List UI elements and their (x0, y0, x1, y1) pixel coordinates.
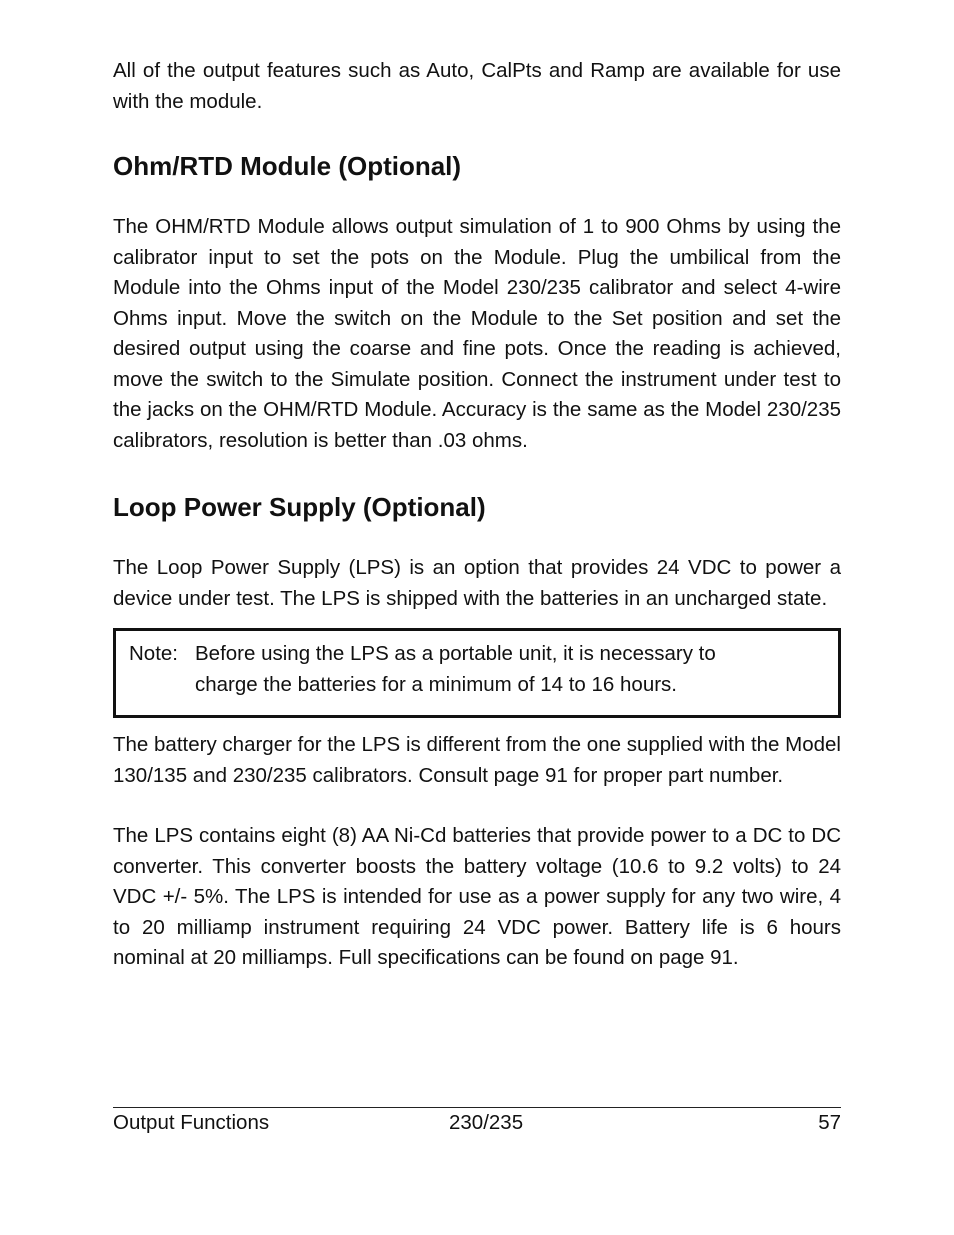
note-label: Note: (129, 642, 178, 665)
note-text (195, 639, 815, 700)
ohm-rtd-paragraph: The OHM/RTD Module allows output simulation of 1 to 900 Ohms by using the calibrator input to set the pots on the Module. Plug the umbilical from the Module into the Ohms input of the Model 230/235 calibrator and select 4-wire Ohms input. Move the switch on the Module to the Set position and set the desired output using the coarse and fine pots. Once the reading is achieved, move the switch to the Simulate position. Connect the instrument under test to the jacks on the OHM/RTD Module. Accuracy is the same as the Model 230/235 calibrators, resolution is better than .03 ohms. (113, 215, 841, 452)
lps-details-paragraph: The LPS contains eight (8) AA Ni-Cd batteries that provide power to a DC to DC converter. This converter boosts the battery voltage (10.6 to 9.2 volts) to 24 VDC +/- 5%. The LPS is intended for use as a power supply for any two wire, 4 to 20 milliamp instrument requiring 24 VDC power. Battery life is 6 hours nominal at 20 milliamps. Full specifications can be found on page 91. (113, 824, 841, 969)
page-number: 57 (818, 1111, 841, 1134)
charger-paragraph: The battery charger for the LPS is different from the one supplied with the Model 130/135 and 230/235 calibrators. Consult page 91 for proper part number. (113, 733, 841, 787)
loop-power-paragraph: The Loop Power Supply (LPS) is an option that provides 24 VDC to power a device under test. The LPS is shipped with the batteries in an uncharged state. (113, 556, 841, 610)
ohm-rtd-heading: Ohm/RTD Module (Optional) (113, 151, 462, 181)
note-line-2: charge the batteries for a minimum of 14 to 16 hours. (195, 672, 678, 696)
page-footer (113, 1107, 841, 1138)
note-line-1: Before using the LPS as a portable unit, it is necessary to (195, 642, 716, 665)
intro-paragraph: All of the output features such as Auto, CalPts and Ramp are available for use with the module. (113, 59, 841, 113)
footer-model: 230/235 (449, 1111, 524, 1134)
page-content (113, 56, 841, 974)
note-box (113, 628, 841, 718)
footer-section-title: Output Functions (113, 1111, 270, 1134)
loop-power-heading: Loop Power Supply (Optional) (113, 492, 486, 522)
